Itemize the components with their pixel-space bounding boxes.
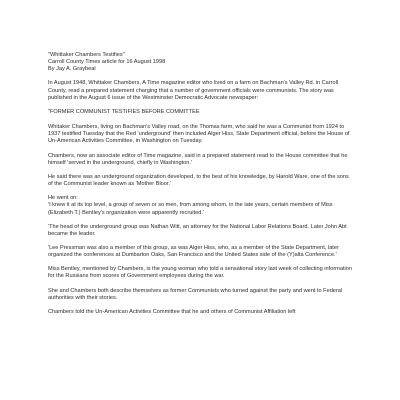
paragraph: He said there was an underground organization developed, to the best of his knowledge, by Harold Ware, one of the sons of the Communist leader known as 'Mother Bloor.': [48, 173, 349, 188]
paragraph: Chambers told the Un-American Activities Committee that he and others of Communist Affiliation left: [48, 308, 296, 315]
paragraph: He went on: 'I knew it at its top level, a group of seven or so men, from among whom, in the late years, certain members of Miss (Elizabeth T.) Bentley's organization were apparently recruited.': [48, 195, 333, 216]
paragraph: 'Lee Pressman was also a member of this group, as was Alger Hiss, who, as a member of the State Department, later organized the conferences at Dumbarton Oaks, San Francisco and the United States side of the (Y)alta Conference.': [48, 244, 339, 259]
paragraph: Chambers, now an associate editor of Time magazine, said in a prepared statement read to the House committee that he himself 'served in the underground, chiefly in Washington.': [48, 152, 348, 166]
article-body: [48, 80, 354, 316]
article-header: [48, 52, 354, 73]
article-byline: By Jay A. Graybeal: [48, 66, 96, 73]
paragraph: Whitaker Chambers, living on Bachman's Valley road, on the Thomas farm, who said he was a Communist from 1924 to 1937 testified Tuesday that the Red 'underground' then included Alger Hiss, State Department official, before the House of Un-American Activities Committee, in Washington on Tuesday.: [48, 124, 350, 145]
paragraph: 'The head of the underground group was Nathan Witt, an attorney for the National Labor Relations Board. Later John Abt became the leader.: [48, 223, 347, 237]
paragraph: She and Chambers both describe themselves as former Communists who turned against the party and went to Federal authorities with their stories.: [48, 287, 343, 301]
article-title: "Whittaker Chambers Testifies": [48, 52, 125, 58]
paragraph-intro: In August 1948, Whittaker Chambers, A Time magazine editor who lived on a farm on Bachman's Valley Rd. in Carroll County, read a prepared statement charging that a number of government officials were communists. The story was published in the August 6 issue of the Westminster Democratic Advocate newspaper:: [48, 80, 339, 101]
paragraph-headline: "FORMER COMMUNIST TESTIFIES BEFORE COMMITTEE: [48, 108, 200, 115]
article-source: Carroll County Times article for 16 August 1998: [48, 59, 166, 66]
paragraph: Miss Bentley, mentioned by Chambers, is the young woman who told a sensational story last week of collecting information for the Russians from scores of Government employees during the war.: [48, 266, 352, 280]
